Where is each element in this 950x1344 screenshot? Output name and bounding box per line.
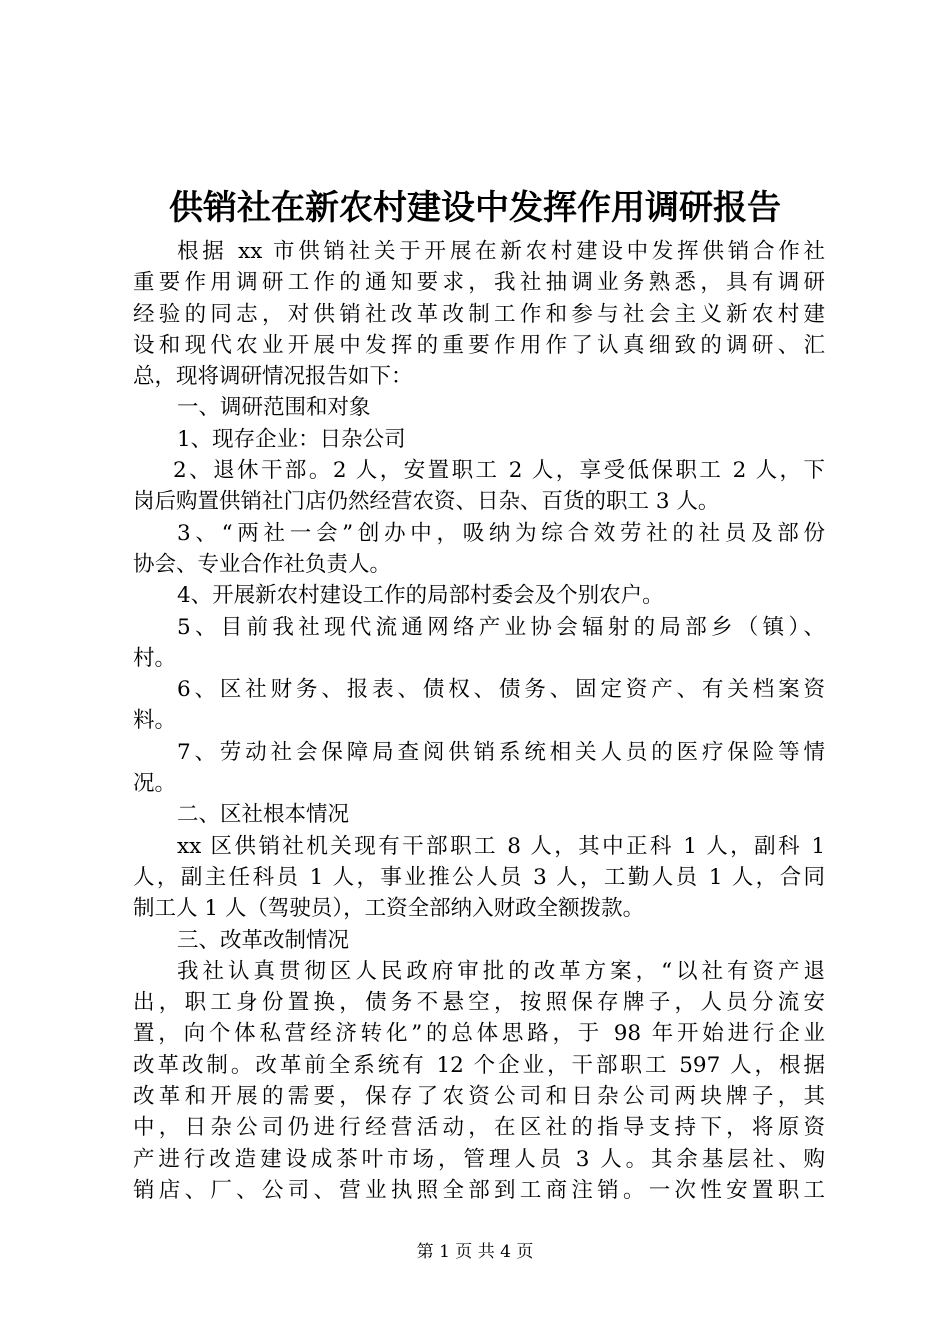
section-heading: 二、区社根本情况: [177, 802, 350, 828]
text-line: xx 区供销社机关现有干部职工 8 人，其中正科 1 人，副科 1: [177, 833, 825, 859]
text-line: 产进行改造建设成茶叶市场，管理人员 3 人。其余基层社、购: [133, 1146, 825, 1172]
text-line: 2、退休干部。2 人，安置职工 2 人，享受低保职工 2 人，下: [173, 458, 825, 484]
text-line: 改革和开展的需要，保存了农资公司和日杂公司两块牌子，其: [133, 1084, 825, 1110]
text-line: 4、开展新农村建设工作的局部村委会及个别农户。: [177, 583, 664, 609]
text-line: 出，职工身份置换，债务不悬空，按照保存牌子，人员分流安: [133, 990, 825, 1016]
text-line: 总，现将调研情况报告如下：: [133, 364, 413, 390]
text-line: 我社认真贯彻区人民政府审批的改革方案，“以社有资产退: [177, 958, 825, 984]
document-body: [133, 236, 825, 1206]
text-line: 中，日杂公司仍进行经营活动，在区社的指导支持下，将原资: [133, 1115, 825, 1141]
text-line: 况。: [133, 771, 177, 797]
text-line: 制工人 1 人（驾驶员），工资全部纳入财政全额拨款。: [133, 896, 645, 922]
text-line: 改革改制。改革前全系统有 12 个企业，干部职工 597 人，根据: [133, 1052, 825, 1078]
page-number: 第 1 页 共 4 页: [416, 1242, 534, 1262]
text-line: 1、现存企业：日杂公司: [177, 426, 406, 452]
text-line: 3、“两社一会”创办中，吸纳为综合效劳社的社员及部份: [177, 520, 825, 546]
section-heading: 三、改革改制情况: [177, 927, 350, 953]
text-line: 5、目前我社现代流通网络产业协会辐射的局部乡（镇）、: [177, 614, 825, 640]
text-line: 经验的同志，对供销社改革改制工作和参与社会主义新农村建: [133, 301, 825, 327]
text-line: 销店、厂、公司、营业执照全部到工商注销。一次性安置职工: [133, 1177, 825, 1203]
document-title: 供销社在新农村建设中发挥作用调研报告: [169, 188, 781, 228]
section-heading: 一、调研范围和对象: [177, 395, 371, 421]
text-line: 协会、专业合作社负责人。: [133, 551, 392, 577]
text-line: 6、区社财务、报表、债权、债务、固定资产、有关档案资: [177, 677, 825, 703]
text-line: 料。: [133, 708, 177, 734]
text-line: 置，向个体私营经济转化”的总体思路，于 98 年开始进行企业: [133, 1021, 825, 1047]
text-line: 7、劳动社会保障局查阅供销系统相关人员的医疗保险等情: [177, 739, 825, 765]
text-line: 岗后购置供销社门店仍然经营农资、日杂、百货的职工 3 人。: [133, 489, 720, 515]
text-line: 村。: [133, 645, 177, 671]
text-line: 根据 xx 市供销社关于开展在新农村建设中发挥供销合作社: [177, 239, 825, 264]
text-line: 人，副主任科员 1 人，事业推公人员 3 人，工勤人员 1 人，合同: [133, 864, 825, 890]
text-line: 设和现代农业开展中发挥的重要作用作了认真细致的调研、汇: [133, 332, 825, 358]
text-line: 重要作用调研工作的通知要求，我社抽调业务熟悉，具有调研: [133, 270, 825, 296]
